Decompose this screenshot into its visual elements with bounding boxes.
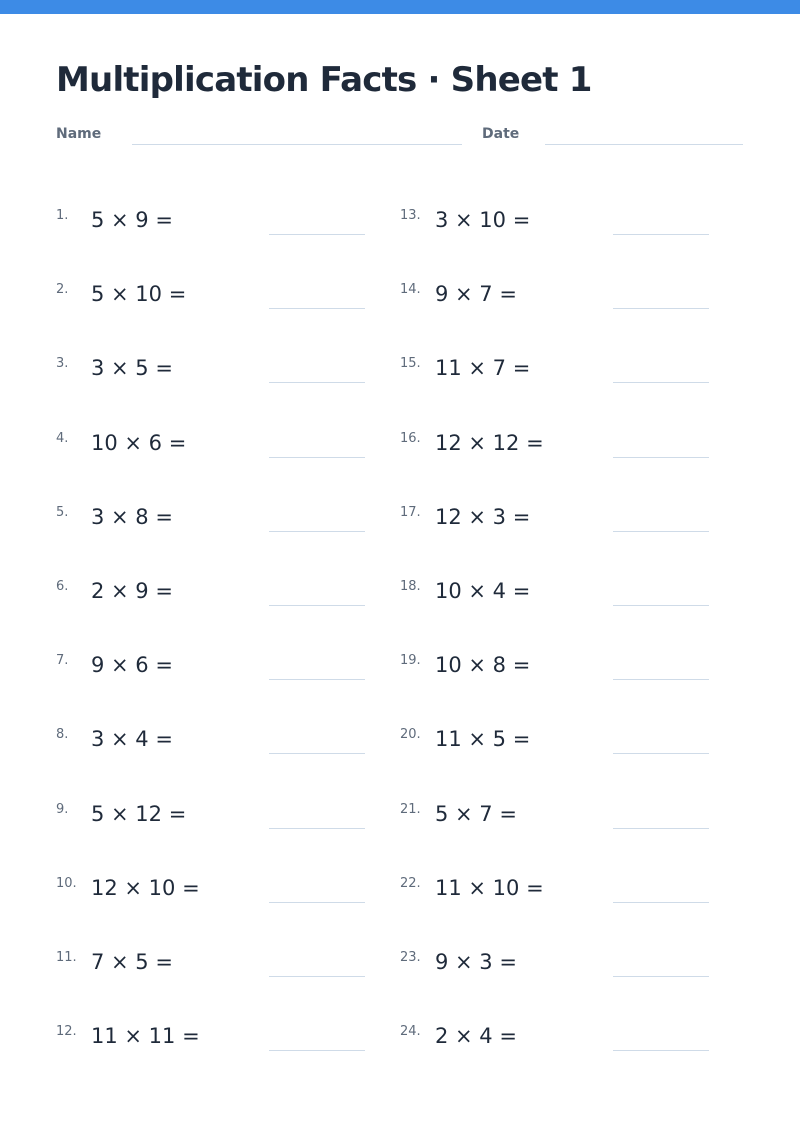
- answer-line[interactable]: [269, 308, 365, 309]
- answer-line[interactable]: [269, 605, 365, 606]
- problem-expression: 10 × 8 =: [435, 653, 531, 677]
- problem-number: 1.: [56, 208, 69, 223]
- problem-number: 21.: [400, 802, 421, 817]
- problem-expression: 5 × 7 =: [435, 802, 517, 826]
- problem-item: [400, 356, 720, 396]
- problem-number: 7.: [56, 653, 69, 668]
- problem-expression: 5 × 10 =: [91, 282, 187, 306]
- problem-number: 3.: [56, 356, 69, 371]
- problem-item: [400, 950, 720, 990]
- date-field-line[interactable]: [545, 144, 743, 145]
- problem-expression: 12 × 12 =: [435, 431, 544, 455]
- problem-expression: 11 × 11 =: [91, 1024, 200, 1048]
- problem-item: [56, 802, 376, 842]
- problem-number: 15.: [400, 356, 421, 371]
- problem-item: [400, 208, 720, 248]
- answer-line[interactable]: [269, 1050, 365, 1051]
- problem-expression: 11 × 7 =: [435, 356, 531, 380]
- answer-line[interactable]: [269, 234, 365, 235]
- problem-number: 23.: [400, 950, 421, 965]
- problem-number: 6.: [56, 579, 69, 594]
- answer-line[interactable]: [613, 753, 709, 754]
- answer-line[interactable]: [613, 902, 709, 903]
- answer-line[interactable]: [613, 679, 709, 680]
- problem-expression: 10 × 6 =: [91, 431, 187, 455]
- answer-line[interactable]: [269, 531, 365, 532]
- answer-line[interactable]: [269, 457, 365, 458]
- answer-line[interactable]: [613, 457, 709, 458]
- answer-line[interactable]: [269, 679, 365, 680]
- problem-item: [400, 505, 720, 545]
- problem-number: 8.: [56, 727, 69, 742]
- problem-item: [400, 1024, 720, 1064]
- answer-line[interactable]: [613, 382, 709, 383]
- problem-number: 14.: [400, 282, 421, 297]
- page-title: Multiplication Facts · Sheet 1: [56, 60, 592, 100]
- answer-line[interactable]: [613, 605, 709, 606]
- problem-number: 13.: [400, 208, 421, 223]
- problem-expression: 2 × 4 =: [435, 1024, 517, 1048]
- problem-number: 20.: [400, 727, 421, 742]
- problem-item: [400, 579, 720, 619]
- problem-expression: 7 × 5 =: [91, 950, 173, 974]
- problem-item: [400, 802, 720, 842]
- problem-number: 19.: [400, 653, 421, 668]
- problem-expression: 11 × 5 =: [435, 727, 531, 751]
- problem-item: [56, 282, 376, 322]
- top-accent-bar: [0, 0, 800, 14]
- problem-item: [56, 876, 376, 916]
- problem-number: 17.: [400, 505, 421, 520]
- problem-item: [56, 208, 376, 248]
- problem-expression: 9 × 7 =: [435, 282, 517, 306]
- answer-line[interactable]: [269, 753, 365, 754]
- problem-item: [400, 876, 720, 916]
- problem-number: 10.: [56, 876, 77, 891]
- answer-line[interactable]: [269, 382, 365, 383]
- answer-line[interactable]: [613, 308, 709, 309]
- problem-expression: 12 × 10 =: [91, 876, 200, 900]
- problem-item: [56, 727, 376, 767]
- problem-item: [56, 431, 376, 471]
- problem-expression: 9 × 6 =: [91, 653, 173, 677]
- problem-item: [56, 1024, 376, 1064]
- answer-line[interactable]: [269, 976, 365, 977]
- problem-expression: 5 × 12 =: [91, 802, 187, 826]
- problem-number: 9.: [56, 802, 69, 817]
- problem-expression: 2 × 9 =: [91, 579, 173, 603]
- problem-number: 24.: [400, 1024, 421, 1039]
- answer-line[interactable]: [613, 234, 709, 235]
- name-field-line[interactable]: [132, 144, 462, 145]
- problem-expression: 11 × 10 =: [435, 876, 544, 900]
- problem-item: [56, 653, 376, 693]
- problem-expression: 5 × 9 =: [91, 208, 173, 232]
- problem-number: 11.: [56, 950, 77, 965]
- problem-item: [400, 653, 720, 693]
- name-label: Name: [56, 126, 102, 142]
- answer-line[interactable]: [269, 902, 365, 903]
- problem-item: [56, 356, 376, 396]
- problem-number: 2.: [56, 282, 69, 297]
- problem-number: 5.: [56, 505, 69, 520]
- date-label: Date: [482, 126, 520, 142]
- problem-number: 12.: [56, 1024, 77, 1039]
- problem-item: [400, 727, 720, 767]
- problem-expression: 3 × 5 =: [91, 356, 173, 380]
- answer-line[interactable]: [269, 828, 365, 829]
- problem-item: [56, 950, 376, 990]
- problem-expression: 3 × 10 =: [435, 208, 531, 232]
- problem-number: 4.: [56, 431, 69, 446]
- problem-number: 22.: [400, 876, 421, 891]
- problem-expression: 10 × 4 =: [435, 579, 531, 603]
- problem-number: 16.: [400, 431, 421, 446]
- problem-number: 18.: [400, 579, 421, 594]
- problem-item: [400, 431, 720, 471]
- problem-item: [56, 579, 376, 619]
- answer-line[interactable]: [613, 1050, 709, 1051]
- problem-item: [400, 282, 720, 322]
- problem-expression: 3 × 8 =: [91, 505, 173, 529]
- answer-line[interactable]: [613, 828, 709, 829]
- problem-expression: 12 × 3 =: [435, 505, 531, 529]
- problem-expression: 9 × 3 =: [435, 950, 517, 974]
- problem-item: [56, 505, 376, 545]
- answer-line[interactable]: [613, 531, 709, 532]
- problem-expression: 3 × 4 =: [91, 727, 173, 751]
- answer-line[interactable]: [613, 976, 709, 977]
